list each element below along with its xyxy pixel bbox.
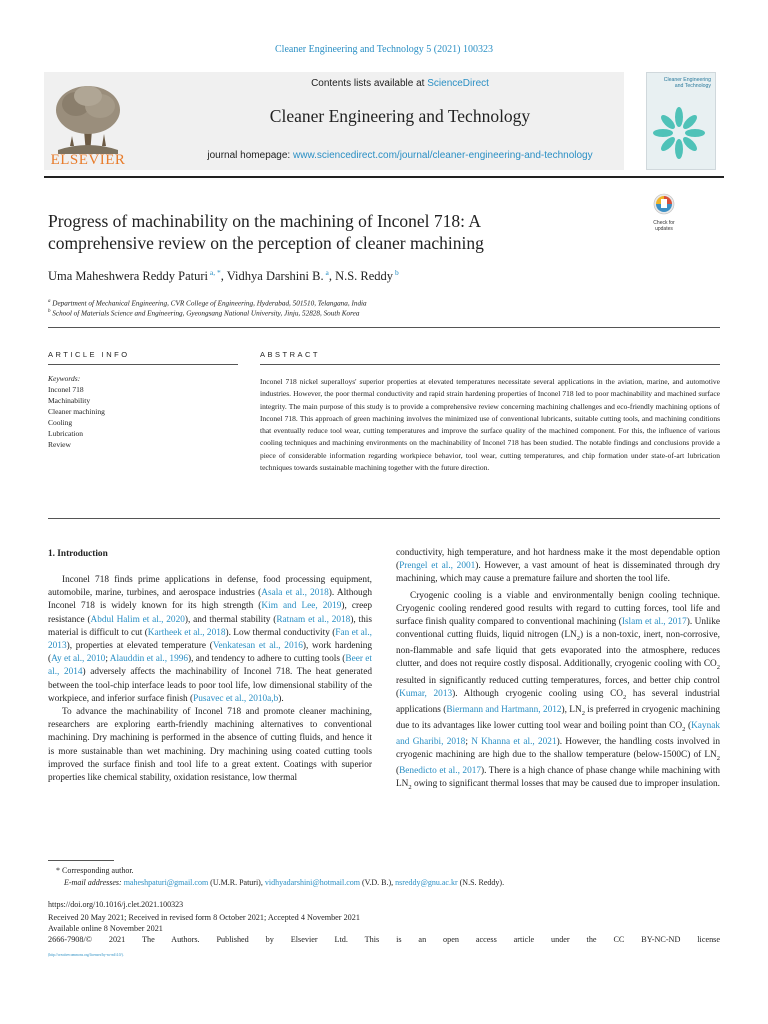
text-run: ), properties at elevated temperature ( bbox=[66, 641, 213, 652]
email-owner: (V.D. B.), bbox=[359, 878, 396, 887]
citation-link[interactable]: Prengel et al., 2001 bbox=[399, 561, 476, 572]
paragraph bbox=[48, 706, 372, 785]
cover-title: Cleaner Engineering and Technology bbox=[663, 77, 711, 89]
contents-prefix: Contents lists available at bbox=[311, 78, 428, 89]
license-statement: 2666-7908/© 2021 The Authors. Published by Elsevier Ltd. This is an open access article under the CC BY-NC-ND license bbox=[48, 935, 720, 944]
subscript: 2 bbox=[408, 784, 412, 792]
text-run: ; bbox=[105, 654, 110, 665]
email-link[interactable]: nsreddy@gnu.ac.kr bbox=[395, 878, 458, 887]
citation-link[interactable]: Alauddin et al., 1996 bbox=[109, 654, 189, 665]
text-run: conductivity, high temperature, and hot hardness make it the most dependable option ( bbox=[396, 548, 720, 572]
citation-link[interactable]: Kaynak and Gharibi, 2018 bbox=[396, 720, 721, 747]
text-run: ). bbox=[278, 693, 284, 704]
citation-link[interactable]: Kim and Lee, 2019 bbox=[261, 601, 342, 612]
keyword-item: Lubrication bbox=[48, 429, 83, 438]
text-run: has several industrial applications ( bbox=[396, 688, 721, 715]
text-run: ), this material is difficult to cut ( bbox=[48, 614, 372, 638]
section-rule-top bbox=[48, 327, 720, 328]
article-title-line-2: comprehensive review on the perception of cleaner machining bbox=[48, 233, 484, 253]
homepage-link[interactable]: www.sciencedirect.com/journal/cleaner-engineering-and-technology bbox=[293, 150, 593, 161]
homepage-label: journal homepage: bbox=[207, 150, 293, 161]
email-link[interactable]: vidhyadarshini@hotmail.com bbox=[264, 878, 360, 887]
subscript: 2 bbox=[576, 635, 581, 643]
abstract-text: Inconel 718 nickel superalloys' superior properties at elevated temperatures necessitate several applications in the aviation, marine, and automotive industries. However, the poor thermal conductivity and rapid strain hardening properties of Inconel 718 led to poor machinability and machined surface integrity. The main purpose of this study is to provide a comprehensive review concerning machining challenges and eco-friendly machining options of Inconel 718. This approach of green machining involves the minimized use of conventional lubricants, suitable cutting tools, and machining conditions that eventually reduce tool wear, cutting temperatures and improve the surface quality of the machined component. For this, the influence of various cooling techniques and machining environments on the machinability of Inconel 718 has been studied. The notable findings and conclusions provide a piece of considerable information regarding workpiece behavior, tool wear, cutting temperatures, and chip formation under state-of-art lubrication techniques towards sustainable machining together with the future direction. bbox=[260, 377, 720, 473]
text-run: ). Low thermal conductivity ( bbox=[225, 627, 336, 638]
text-run: ), LN bbox=[561, 704, 582, 715]
check-updates-icon bbox=[647, 193, 681, 215]
citation-link[interactable]: Biermann and Hartmann, 2012 bbox=[446, 704, 562, 715]
citation-link[interactable]: Beer et al., 2014 bbox=[48, 654, 372, 678]
text-run: ). Unlike conventional cutting fluids, liquid nitrogen (LN bbox=[396, 617, 720, 641]
section-rule-bottom bbox=[48, 518, 720, 519]
text-run: ), and tendency to adhere to cutting tools ( bbox=[188, 654, 346, 665]
text-run: ( bbox=[685, 720, 692, 731]
article-info-rule bbox=[48, 364, 238, 365]
doi-link[interactable]: https://doi.org/10.1016/j.clet.2021.100323 bbox=[48, 900, 184, 909]
author-affiliation-mark[interactable]: b bbox=[393, 268, 399, 277]
subscript: 2 bbox=[581, 709, 585, 717]
citation-link[interactable]: Kartheek et al., 2018 bbox=[147, 627, 226, 638]
keyword-item: Review bbox=[48, 440, 71, 449]
affiliation-b bbox=[48, 307, 698, 318]
author-name: Vidhya Darshini B. bbox=[226, 269, 324, 284]
text-run: ), work hardening ( bbox=[48, 641, 372, 665]
text-run: ). There is a high chance of phase change while machining with LN bbox=[396, 766, 720, 790]
author-affiliation-mark[interactable]: a, * bbox=[208, 268, 221, 277]
column-left bbox=[48, 574, 372, 785]
subscript: 2 bbox=[716, 755, 720, 762]
affiliation-mark: b bbox=[48, 309, 51, 314]
abstract-heading: ABSTRACT bbox=[260, 350, 321, 359]
footnote-rule bbox=[48, 860, 114, 861]
text-run: ). Although cryogenic cooling using CO bbox=[452, 688, 623, 699]
journal-cover[interactable] bbox=[646, 72, 716, 170]
citation-link[interactable]: Benedicto et al., 2017 bbox=[399, 766, 482, 777]
text-run: ) is a non-toxic, inert, non-corrosive, non-flammable and safe liquid that gets evaporated into the atmosphere, reduces clutter, and does not require costly disposal. Additionally, cryogenic cooling with CO bbox=[396, 630, 720, 670]
email-link[interactable]: maheshpaturi@gmail.com bbox=[123, 878, 209, 887]
header-rule bbox=[44, 176, 724, 178]
citation-link[interactable]: Islam et al., 2017 bbox=[621, 617, 687, 628]
text-run: ) adversely affects the machinability of Inconel 718. The heat generated between the tool-chip interface leads to poor tool life, low dimensional stability of the workpiece, and inferior surface finish ( bbox=[48, 667, 372, 704]
text-run: ), creep resistance ( bbox=[48, 601, 372, 625]
author-affiliation-mark[interactable]: a bbox=[323, 268, 329, 277]
journal-reference[interactable]: Cleaner Engineering and Technology 5 (2021) 100323 bbox=[275, 44, 493, 55]
section-heading-introduction: 1. Introduction bbox=[48, 549, 108, 559]
citation-link[interactable]: Abdul Halim et al., 2020 bbox=[90, 614, 185, 625]
citation-link[interactable]: Asala et al., 2018 bbox=[261, 588, 329, 599]
keywords-label: Keywords: bbox=[48, 374, 81, 383]
author-separator: , bbox=[220, 269, 227, 284]
license-url[interactable]: (http://creativecommons.org/licenses/by-nc-nd/4.0/). bbox=[48, 953, 124, 957]
citation-link[interactable]: Ratnam et al., 2018 bbox=[276, 614, 351, 625]
received-dates: Received 20 May 2021; Received in revised form 8 October 2021; Accepted 4 November 2021 bbox=[48, 913, 360, 922]
available-online: Available online 8 November 2021 bbox=[48, 924, 163, 933]
citation-link[interactable]: Ay et al., 2010 bbox=[51, 654, 106, 665]
citation-link[interactable]: Kumar, 2013 bbox=[399, 688, 453, 699]
text-run: ). However, the handling costs involved in cryogenic machining are high due to the shallow temperature (below-1500C) of LN bbox=[396, 736, 720, 761]
email-owner: (U.M.R. Paturi), bbox=[208, 878, 265, 887]
subscript: 2 bbox=[716, 664, 720, 672]
column-right bbox=[396, 547, 720, 794]
text-run: ). However, a vast amount of heat is disseminated through dry machining, which may cause a premature failure and shorten the tool life. bbox=[396, 561, 720, 585]
citation-link[interactable]: N Khanna et al., 2021 bbox=[471, 736, 557, 747]
contents-line bbox=[175, 78, 625, 89]
journal-title: Cleaner Engineering and Technology bbox=[269, 106, 531, 126]
check-updates-label: Check for updates bbox=[653, 220, 675, 232]
text-run: owing to significant thermal losses that may be caused due to improper insulation. bbox=[411, 779, 720, 790]
author-name: Uma Maheshwera Reddy Paturi bbox=[48, 269, 209, 284]
text-run: ( bbox=[396, 766, 400, 777]
text-run: ; bbox=[465, 736, 472, 747]
affiliation-text: School of Materials Science and Engineering, Gyeongsang National University, Jinju, 52828, South Korea bbox=[52, 309, 360, 318]
article-title-line-1: Progress of machinability on the machining of Inconel 718: A bbox=[48, 211, 482, 231]
publisher-logo-text: ELSEVIER bbox=[50, 152, 126, 168]
text-run: To advance the machinability of Inconel 718 and promote cleaner machining, researchers are exploring earth-friendly machining alternatives to conventional machining. Dry machining is performed in the absence of cutting fluids, and hence it is more sustainable than wet machining. Dry machining using coated cutting tools improved the surface finish and tool life to a great extent. Coatings with superior properties like chemical stability, oxidation resistance, low thermal bbox=[48, 707, 372, 784]
author-name: N.S. Reddy bbox=[335, 269, 394, 284]
text-run: ). Although Inconel 718 is widely known for its high strength ( bbox=[48, 588, 373, 612]
subscript: 2 bbox=[682, 725, 686, 733]
text-run: Inconel 718 finds prime applications in defense, food processing equipment, automobile, marine, turbines, and aerospace industries ( bbox=[48, 575, 372, 599]
affiliation-text: Department of Mechanical Engineering, CVR College of Engineering, Hyderabad, 501510, Telangana, India bbox=[52, 299, 367, 308]
paragraph bbox=[396, 590, 720, 795]
paragraph bbox=[48, 574, 372, 706]
citation-link[interactable]: Venkatesan et al., 2016 bbox=[212, 641, 303, 652]
sciencedirect-link[interactable]: ScienceDirect bbox=[427, 78, 489, 89]
citation-link[interactable]: Pusavec et al., 2010a,b bbox=[193, 693, 279, 704]
cover-pinwheel-graphic bbox=[647, 73, 715, 169]
email-addresses bbox=[48, 877, 744, 888]
text-run: ), and thermal stability ( bbox=[184, 614, 277, 625]
abstract-rule bbox=[260, 364, 720, 365]
keyword-item: Cleaner machining bbox=[48, 407, 105, 416]
article-title bbox=[48, 210, 628, 254]
paragraph bbox=[396, 547, 720, 587]
keyword-item: Inconel 718 bbox=[48, 385, 84, 394]
email-label: E-mail addresses: bbox=[64, 878, 124, 887]
journal-homepage bbox=[170, 150, 630, 161]
text-run: Cryogenic cooling is a viable and environmentally benign cooling technique. Cryogenic cooling rendered good results with regard to cutting forces, tool life and surface finish quality compared to conventional machining ( bbox=[396, 590, 720, 628]
citation-link[interactable]: Fan et al., 2013 bbox=[48, 627, 372, 652]
text-run: is preferred in cryogenic machining due to its advantages like lower cutting tool wear and boiling point than CO bbox=[396, 704, 721, 731]
subscript: 2 bbox=[622, 693, 627, 701]
email-owner: (N.S. Reddy). bbox=[457, 878, 505, 887]
corresponding-author-note: * Corresponding author. bbox=[56, 866, 134, 875]
author-list bbox=[48, 268, 668, 284]
keyword-item: Machinability bbox=[48, 396, 91, 405]
keywords-block bbox=[48, 373, 228, 450]
check-for-updates-badge[interactable] bbox=[647, 193, 681, 232]
affiliation-mark: a bbox=[48, 299, 51, 304]
keyword-item: Cooling bbox=[48, 418, 73, 427]
article-info-heading: ARTICLE INFO bbox=[48, 350, 130, 359]
author-separator: , bbox=[328, 269, 336, 284]
text-run: resulted in significantly reduced cutting temperatures, forces, and better chip control ( bbox=[396, 675, 720, 699]
